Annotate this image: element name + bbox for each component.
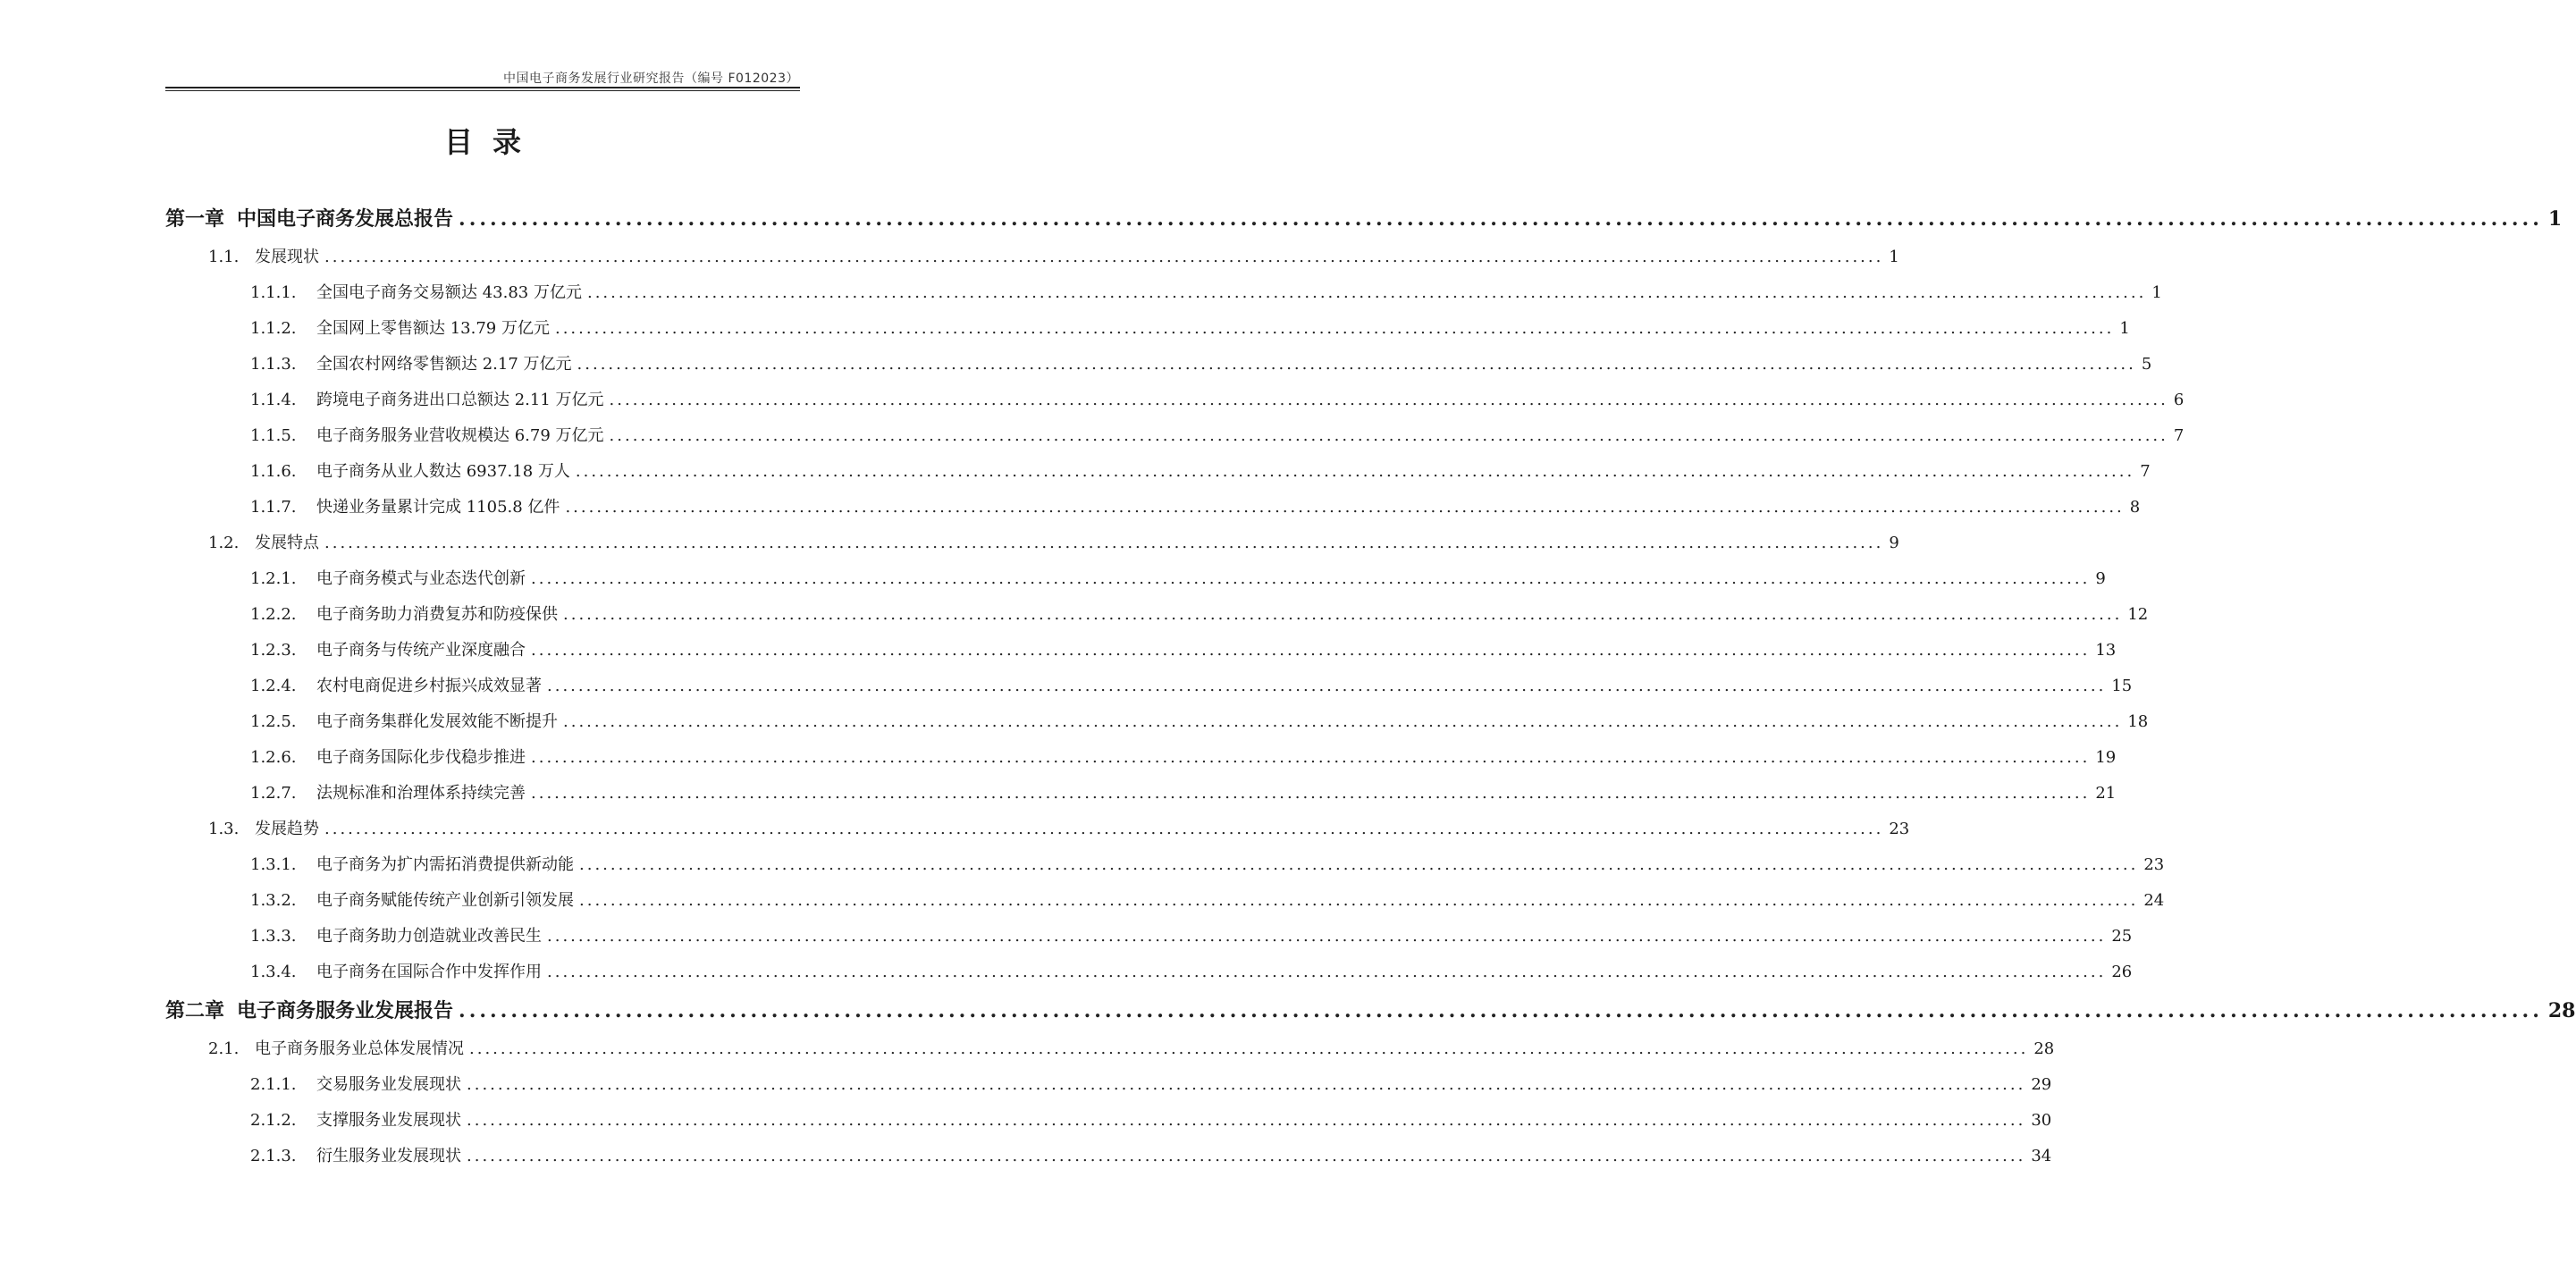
toc-entry-number: 第二章 [165,999,225,1022]
toc-entry-sub[interactable] [165,561,2106,597]
toc-entry-sub[interactable] [165,919,2133,955]
toc-page-number: 24 [2143,891,2165,910]
toc-page-number: 6 [2173,391,2185,409]
toc-entry-title: 电子商务助力消费复苏和防疫保供 [316,605,558,624]
toc-dot-leader: ........................................................................................................................................................................................................ [459,207,2543,231]
toc-entry-sub[interactable] [165,883,2165,919]
toc-entry-section[interactable] [165,1031,2055,1067]
toc-page-number: 12 [2127,605,2149,624]
toc-page-number: 25 [2111,927,2133,946]
toc-entry-section[interactable] [165,526,1899,561]
toc-page-number: 15 [2111,677,2133,695]
toc-entry-number: 1.3.1. [250,855,297,874]
page-title: 目录 [443,125,541,159]
toc-page-number: 26 [2111,963,2133,981]
toc-entry-sub[interactable] [165,740,2117,776]
toc-entry-number: 2.1.1. [250,1075,297,1094]
toc-page-number: 21 [2095,784,2117,803]
toc-entry-number: 1.2.4. [250,677,297,695]
toc-entry-title: 农村电商促进乡村振兴成效显著 [316,677,542,695]
toc-dot-leader: ........................................................................................................................................................................................................ [531,748,2091,767]
toc-entry-title: 电子商务服务业总体发展情况 [255,1039,464,1058]
toc-dot-leader: ........................................................................................................................................................................................................ [531,641,2091,660]
toc-entry-sub[interactable] [165,383,2185,418]
toc-page-number: 5 [2141,355,2152,374]
toc-entry-number: 1.1.3. [250,355,297,374]
toc-entry-chapter[interactable] [165,198,2563,240]
toc-entry-number: 1.1.6. [250,462,297,481]
toc-dot-leader: ........................................................................................................................................................................................................ [563,712,2123,731]
header-rule-thick [165,87,800,88]
toc-entry-sub[interactable] [165,490,2141,526]
toc-dot-leader: ........................................................................................................................................................................................................ [547,677,2107,695]
toc-entry-number: 1.2. [208,534,240,552]
toc-dot-leader: ........................................................................................................................................................................................................ [531,569,2091,588]
toc-page-number: 7 [2140,462,2151,481]
toc-entry-sub[interactable] [165,955,2133,990]
toc-dot-leader: ........................................................................................................................................................................................................ [577,355,2136,374]
toc-page-number: 9 [1889,534,1899,552]
toc-entry-number: 1.2.3. [250,641,297,660]
toc-entry-sub[interactable] [165,1139,2052,1174]
toc-dot-leader: ........................................................................................................................................................................................................ [579,855,2139,874]
toc-entry-title: 电子商务国际化步伐稳步推进 [316,748,526,767]
toc-entry-section[interactable] [165,240,1899,275]
toc-dot-leader: ........................................................................................................................................................................................................ [563,605,2123,624]
toc-entry-number: 1.1.2. [250,319,297,338]
header-rule-thin [165,90,800,91]
toc-entry-title: 快递业务量累计完成 1105.8 亿件 [316,498,560,517]
toc-page-number: 28 [2033,1039,2055,1058]
toc-entry-sub[interactable] [165,633,2117,669]
toc-dot-leader: ........................................................................................................................................................................................................ [531,784,2091,803]
table-of-contents [165,198,2576,1174]
toc-dot-leader: ........................................................................................................................................................................................................ [579,891,2139,910]
toc-page-number: 23 [1889,820,1910,838]
toc-page-number: 1 [2151,283,2162,302]
toc-entry-number: 1.3.2. [250,891,297,910]
toc-entry-sub[interactable] [165,597,2149,633]
toc-dot-leader: ........................................................................................................................................................................................................ [324,248,1884,266]
toc-entry-title: 支撑服务业发展现状 [316,1111,461,1130]
toc-dot-leader: ........................................................................................................................................................................................................ [467,1111,2026,1130]
toc-entry-sub[interactable] [165,1103,2052,1139]
toc-page-number: 13 [2095,641,2117,660]
toc-entry-title: 电子商务助力创造就业改善民生 [316,927,542,946]
toc-entry-title: 发展特点 [255,534,319,552]
toc-entry-number: 1.1.1. [250,283,297,302]
toc-entry-sub[interactable] [165,704,2149,740]
toc-dot-leader: ........................................................................................................................................................................................................ [586,283,2147,302]
toc-dot-leader: ........................................................................................................................................................................................................ [324,534,1884,552]
toc-page-number: 8 [2129,498,2141,517]
toc-entry-number: 1.2.1. [250,569,297,588]
toc-entry-number: 1.2.5. [250,712,297,731]
toc-entry-chapter[interactable] [165,990,2576,1031]
toc-entry-title: 电子商务从业人数达 6937.18 万人 [316,462,570,481]
toc-page-number: 30 [2031,1111,2052,1130]
toc-entry-title: 电子商务与传统产业深度融合 [316,641,526,660]
toc-entry-number: 2.1.3. [250,1147,297,1165]
toc-page-number: 23 [2143,855,2165,874]
toc-page-number: 29 [2031,1075,2052,1094]
toc-entry-number: 第一章 [165,207,225,231]
toc-page-number: 1 [2119,319,2130,338]
toc-entry-title: 全国网上零售额达 13.79 万亿元 [316,319,550,338]
toc-dot-leader: ........................................................................................................................................................................................................ [469,1039,2029,1058]
toc-entry-number: 1.1.7. [250,498,297,517]
toc-entry-number: 1.3.4. [250,963,297,981]
toc-entry-section[interactable] [165,812,1910,847]
toc-entry-sub[interactable] [165,311,2130,347]
toc-dot-leader: ........................................................................................................................................................................................................ [547,963,2107,981]
toc-entry-sub[interactable] [165,454,2151,490]
toc-entry-sub[interactable] [165,275,2162,311]
toc-page-number: 18 [2127,712,2149,731]
toc-entry-number: 2.1. [208,1039,240,1058]
toc-entry-title: 电子商务为扩内需拓消费提供新动能 [316,855,574,874]
toc-entry-number: 1.3.3. [250,927,297,946]
running-header: 中国电子商务发展行业研究报告（编号 F012023） [503,72,799,86]
toc-dot-leader: ........................................................................................................................................................................................................ [609,391,2168,409]
toc-page-number: 28 [2547,999,2576,1022]
toc-entry-title: 电子商务模式与业态迭代创新 [316,569,526,588]
toc-page-number: 9 [2095,569,2106,588]
toc-entry-title: 电子商务服务业发展报告 [237,999,454,1022]
toc-entry-number: 1.1.4. [250,391,297,409]
toc-page-number: 34 [2031,1147,2052,1165]
toc-dot-leader: ........................................................................................................................................................................................................ [575,462,2135,481]
toc-entry-title: 全国农村网络零售额达 2.17 万亿元 [316,355,572,374]
toc-entry-title: 电子商务赋能传统产业创新引领发展 [316,891,574,910]
toc-page-number: 7 [2173,426,2185,445]
toc-entry-title: 中国电子商务发展总报告 [237,207,454,231]
toc-entry-title: 交易服务业发展现状 [316,1075,461,1094]
toc-entry-sub[interactable] [165,347,2152,383]
toc-entry-title: 发展现状 [255,248,319,266]
toc-entry-title: 全国电子商务交易额达 43.83 万亿元 [316,283,582,302]
toc-entry-sub[interactable] [165,847,2165,883]
toc-dot-leader: ........................................................................................................................................................................................................ [324,820,1884,838]
toc-dot-leader: ........................................................................................................................................................................................................ [459,999,2543,1022]
toc-dot-leader: ........................................................................................................................................................................................................ [467,1147,2026,1165]
toc-entry-number: 1.1.5. [250,426,297,445]
toc-dot-leader: ........................................................................................................................................................................................................ [547,927,2107,946]
toc-entry-title: 电子商务集群化发展效能不断提升 [316,712,558,731]
toc-dot-leader: ........................................................................................................................................................................................................ [609,426,2168,445]
toc-entry-title: 法规标准和治理体系持续完善 [316,784,526,803]
toc-entry-number: 1.2.2. [250,605,297,624]
toc-entry-sub[interactable] [165,1067,2052,1103]
toc-page-number: 1 [2547,207,2563,231]
toc-entry-title: 跨境电子商务进出口总额达 2.11 万亿元 [316,391,604,409]
toc-page-number: 19 [2095,748,2117,767]
toc-entry-sub[interactable] [165,418,2185,454]
toc-entry-title: 电子商务服务业营收规模达 6.79 万亿元 [316,426,604,445]
toc-entry-title: 电子商务在国际合作中发挥作用 [316,963,542,981]
toc-entry-number: 2.1.2. [250,1111,297,1130]
toc-page-number: 1 [1889,248,1899,266]
toc-entry-title: 衍生服务业发展现状 [316,1147,461,1165]
toc-entry-title: 发展趋势 [255,820,319,838]
toc-entry-number: 1.3. [208,820,240,838]
toc-entry-number: 1.2.7. [250,784,297,803]
toc-entry-number: 1.1. [208,248,240,266]
toc-entry-sub[interactable] [165,776,2117,812]
toc-dot-leader: ........................................................................................................................................................................................................ [554,319,2115,338]
toc-dot-leader: ........................................................................................................................................................................................................ [565,498,2125,517]
toc-entry-number: 1.2.6. [250,748,297,767]
toc-entry-sub[interactable] [165,669,2133,704]
toc-dot-leader: ........................................................................................................................................................................................................ [467,1075,2026,1094]
